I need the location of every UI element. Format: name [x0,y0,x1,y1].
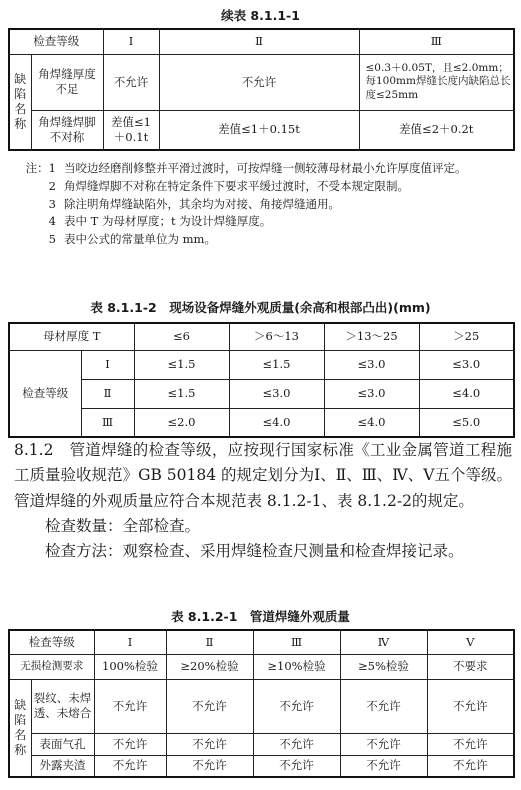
table3-caption: 表 8.1.2-1 管道焊缝外观质量 [171,609,350,624]
table-row [9,679,514,733]
cell: ≤4.0 [419,379,514,408]
note-text: 表中 T 为母材厚度；t 为设计焊缝厚度。 [64,214,272,229]
cell: 不允许 [94,733,166,755]
grade: Ⅲ [81,408,134,437]
cell: ≤0.3＋0.05T，且≤2.0mm；每100mm焊缝长度内缺陷总长度≤25mm [359,54,514,110]
table1-caption: 续表 8.1.1-1 [221,8,300,23]
note [14,213,514,231]
table3-header-row [9,630,514,654]
table-row [9,733,514,755]
cell: 100%检验 [94,654,166,679]
note-number: 2 [48,178,56,193]
table2-caption: 表 8.1.1-2 现场设备焊缝外观质量(余高和根部凸出)(mm) [90,300,431,315]
note [14,160,514,178]
grade-4: Ⅳ [340,630,427,654]
grade-1: Ⅰ [103,29,159,54]
cell: ≤3.0 [229,379,324,408]
inspection-method: 检查方法：观察检查、采用焊缝检查尺测量和检查焊接记录。 [45,542,464,560]
note-number: 3 [48,196,56,211]
note [14,196,514,214]
table1 [8,28,515,151]
section-paragraph: 8.1.2 管道焊缝的检查等级，应按现行国家标准《工业金属管道工程施工质量验收规范》GB 50184 的规定划分为Ⅰ、Ⅱ、Ⅲ、Ⅳ、Ⅴ五个等级。管道焊缝的外观质量应符合本规范表 8.1.2-1、表 8.1.2-2的规定。 [14,441,512,510]
cell: ≤1.5 [134,379,229,408]
ndt-requirement-row [9,654,514,679]
cell: ≤3.0 [324,350,419,379]
table-row [9,54,514,110]
cell: 不允许 [340,755,427,777]
cell: ≤1.5 [134,350,229,379]
note-text: 表中公式的常量单位为 mm。 [64,232,216,247]
table-row [9,379,514,408]
cell: 不允许 [253,679,340,733]
cell: 不允许 [340,679,427,733]
cell: ≥5%检验 [340,654,427,679]
table2 [8,322,515,438]
grade: Ⅰ [81,350,134,379]
note-number: 5 [48,232,56,247]
thickness-range: ＞13～25 [324,323,419,350]
note [14,178,514,196]
table-row [9,755,514,777]
cell: 不允许 [94,755,166,777]
grade-1: Ⅰ [94,630,166,654]
defect-name-label: 缺 陷 名 称 [9,54,31,150]
cell: 不允许 [340,733,427,755]
note-number: 注：1 [25,161,56,175]
table1-header-row [9,29,514,54]
cell: 不允许 [427,733,514,755]
thickness-range: ＞6～13 [229,323,324,350]
cell: ≤3.0 [419,350,514,379]
cell: ≤5.0 [419,408,514,437]
cell: ≤4.0 [229,408,324,437]
cell: 差值≤1＋0.1t [103,110,159,150]
cell: ≤1.5 [229,350,324,379]
cell: 差值≤2＋0.2t [359,110,514,150]
note [14,231,514,249]
grade-3: Ⅲ [253,630,340,654]
table-row [9,408,514,437]
cell: ≥20%检验 [166,654,253,679]
thickness-range: ＞25 [419,323,514,350]
defect-name: 外露夹渣 [31,755,94,777]
defect-name: 表面气孔 [31,733,94,755]
cell: 不允许 [166,755,253,777]
table-row [9,110,514,150]
cell: ≤4.0 [324,408,419,437]
grade-group-label: 检查等级 [9,350,81,437]
grade-5: Ⅴ [427,630,514,654]
section-8-1-2 [14,438,512,564]
cell: 不允许 [427,679,514,733]
thickness-label: 母材厚度 T [9,323,134,350]
cell: 不允许 [253,733,340,755]
defect-name-label: 缺 陷 名 称 [9,679,31,777]
cell: 不允许 [427,755,514,777]
defect-name: 角焊缝焊脚不对称 [31,110,103,150]
table1-notes [14,160,514,249]
cell: 不允许 [166,679,253,733]
note-text: 除注明角焊缝缺陷外，其余均为对接、角接焊缝通用。 [64,196,340,211]
cell: ≤3.0 [324,379,419,408]
table3 [8,629,515,778]
cell: 不允许 [166,733,253,755]
grade: Ⅱ [81,379,134,408]
note-text: 角焊缝焊脚不对称在特定条件下要求平缓过渡时，不受本规定限制。 [64,178,409,193]
cell: 不要求 [427,654,514,679]
cell: 不允许 [103,54,159,110]
cell: 不允许 [253,755,340,777]
defect-name: 角焊缝厚度不足 [31,54,103,110]
ndt-label: 无损检测要求 [9,654,94,679]
cell: 不允许 [159,54,359,110]
note-text: 当咬边经磨削修整并平滑过渡时，可按焊缝一侧较薄母材最小允许厚度值评定。 [64,161,467,175]
table-row [9,350,514,379]
grade-3: Ⅲ [359,29,514,54]
table2-header-row [9,323,514,350]
defect-name: 裂纹、未焊透、未熔合 [31,679,94,733]
grade-label: 检查等级 [9,29,103,54]
grade-2: Ⅱ [166,630,253,654]
inspection-quantity: 检查数量：全部检查。 [45,516,201,535]
cell: 差值≤1＋0.15t [159,110,359,150]
grade-2: Ⅱ [159,29,359,54]
grade-label: 检查等级 [9,630,94,654]
cell: ≤2.0 [134,408,229,437]
cell: 不允许 [94,679,166,733]
cell: ≥10%检验 [253,654,340,679]
thickness-range: ≤6 [134,323,229,350]
note-number: 4 [48,214,56,229]
